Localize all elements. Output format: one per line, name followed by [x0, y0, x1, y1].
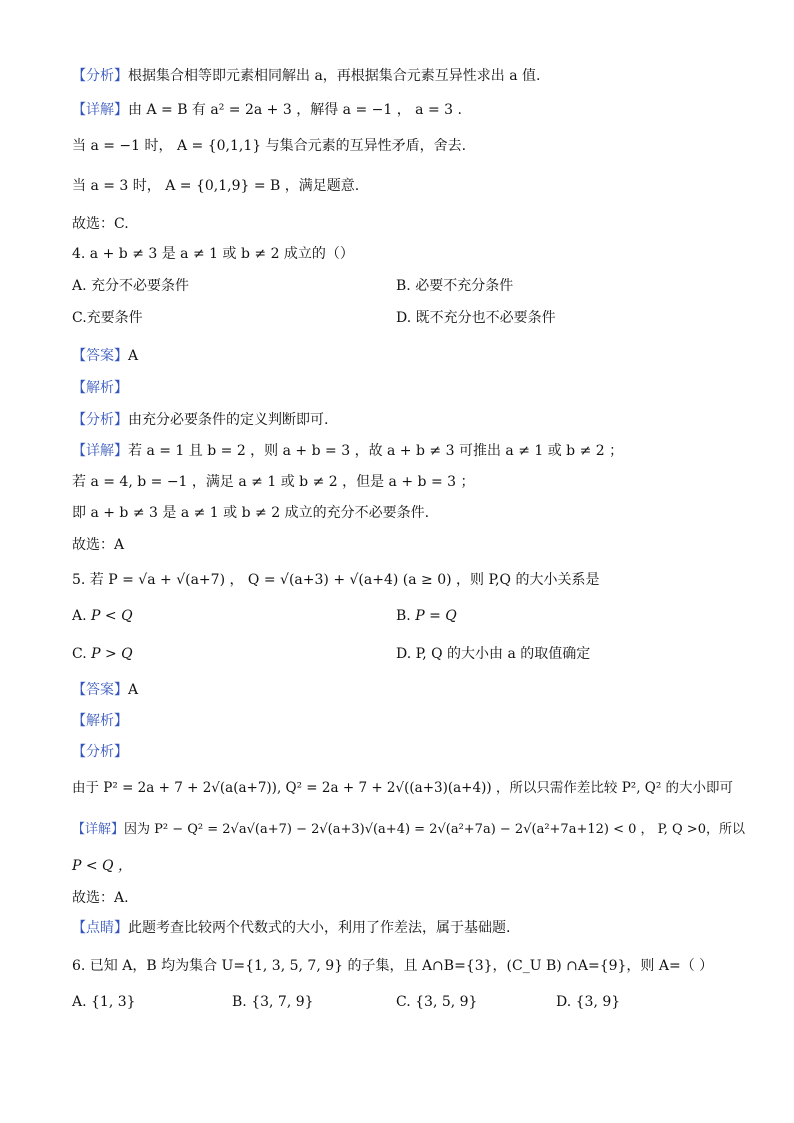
q4-option-c: C.充要条件: [72, 310, 143, 326]
q6-option-a: A. {1, 3}: [72, 994, 136, 1010]
text-line: 当 a = −1 时， A = {0,1,1} 与集合元素的互异性矛盾，舍去.: [72, 138, 467, 154]
text-line: 当 a = 3 时， A = {0,1,9} = B ，满足题意.: [72, 178, 360, 194]
q6-option-d: D. {3, 9}: [556, 994, 621, 1010]
detail-line-q5: 【详解】因为 P² − Q² = 2√a√(a+7) − 2√(a+3)√(a+4) = 2√(a²+7a) − 2√(a²+7a+12) < 0 ， P, Q >0，所以: [72, 822, 745, 837]
q4-option-d: D. 既不充分也不必要条件: [396, 310, 556, 326]
question-4: 4. a + b ≠ 3 是 a ≠ 1 或 b ≠ 2 成立的（）: [72, 246, 354, 262]
answer-choice-line: 故选：A.: [72, 890, 129, 906]
comment-line-q5: 【点睛】此题考查比较两个代数式的大小，利用了作差法，属于基础题.: [72, 920, 511, 936]
detail-line-q3: 【详解】由 A = B 有 a² = 2a + 3 ，解得 a = −1 ， a = 3 .: [72, 102, 462, 118]
analysis-text-q5: 由于 P² = 2a + 7 + 2√(a(a+7)), Q² = 2a + 7 + 2√((a+3)(a+4)) ，所以只需作差比较 P², Q² 的大小即可: [72, 780, 734, 796]
q5-option-a: A. P < Q: [72, 608, 133, 624]
answer-line-q4: 【答案】A: [72, 348, 139, 364]
q5-option-c: C. P > Q: [72, 646, 133, 662]
q4-option-b: B. 必要不充分条件: [396, 278, 514, 294]
q4-option-a: A. 充分不必要条件: [72, 278, 190, 294]
analysis-line-q4: 【分析】由充分必要条件的定义判断即可.: [72, 412, 329, 428]
answer-line-q5: 【答案】A: [72, 682, 139, 698]
answer-choice-line: 故选：A: [72, 537, 125, 553]
q5-option-b: B. P = Q: [396, 608, 457, 624]
text-line: 若 a = 4, b = −1 ，满足 a ≠ 1 或 b ≠ 2 ，但是 a + b = 3 ；: [72, 474, 475, 490]
analysis-heading-q5: 【分析】: [72, 744, 128, 760]
text-line: P < Q ，: [72, 858, 132, 874]
q6-option-b: B. {3, 7, 9}: [232, 994, 314, 1010]
question-6: 6. 已知 A，B 均为集合 U={1, 3, 5, 7, 9} 的子集，且 A∩B={3}，(C_U B) ∩A={9}，则 A=（ ）: [72, 958, 714, 974]
text-line: 即 a + b ≠ 3 是 a ≠ 1 或 b ≠ 2 成立的充分不必要条件.: [72, 505, 430, 521]
q6-option-c: C. {3, 5, 9}: [396, 994, 478, 1010]
q5-option-d: D. P, Q 的大小由 a 的取值确定: [396, 646, 591, 662]
analysis-line-q3: 【分析】根据集合相等即元素相同解出 a，再根据集合元素互异性求出 a 值.: [72, 68, 541, 84]
question-5: 5. 若 P = √a + √(a+7) ， Q = √(a+3) + √(a+4) (a ≥ 0) ，则 P,Q 的大小关系是: [72, 572, 600, 588]
solution-heading-q5: 【解析】: [72, 713, 128, 729]
answer-choice-line: 故选：C.: [72, 216, 129, 232]
solution-heading-q4: 【解析】: [72, 380, 128, 396]
detail-line-q4: 【详解】若 a = 1 且 b = 2 ，则 a + b = 3 ，故 a + b ≠ 3 可推出 a ≠ 1 或 b ≠ 2 ；: [72, 443, 624, 459]
